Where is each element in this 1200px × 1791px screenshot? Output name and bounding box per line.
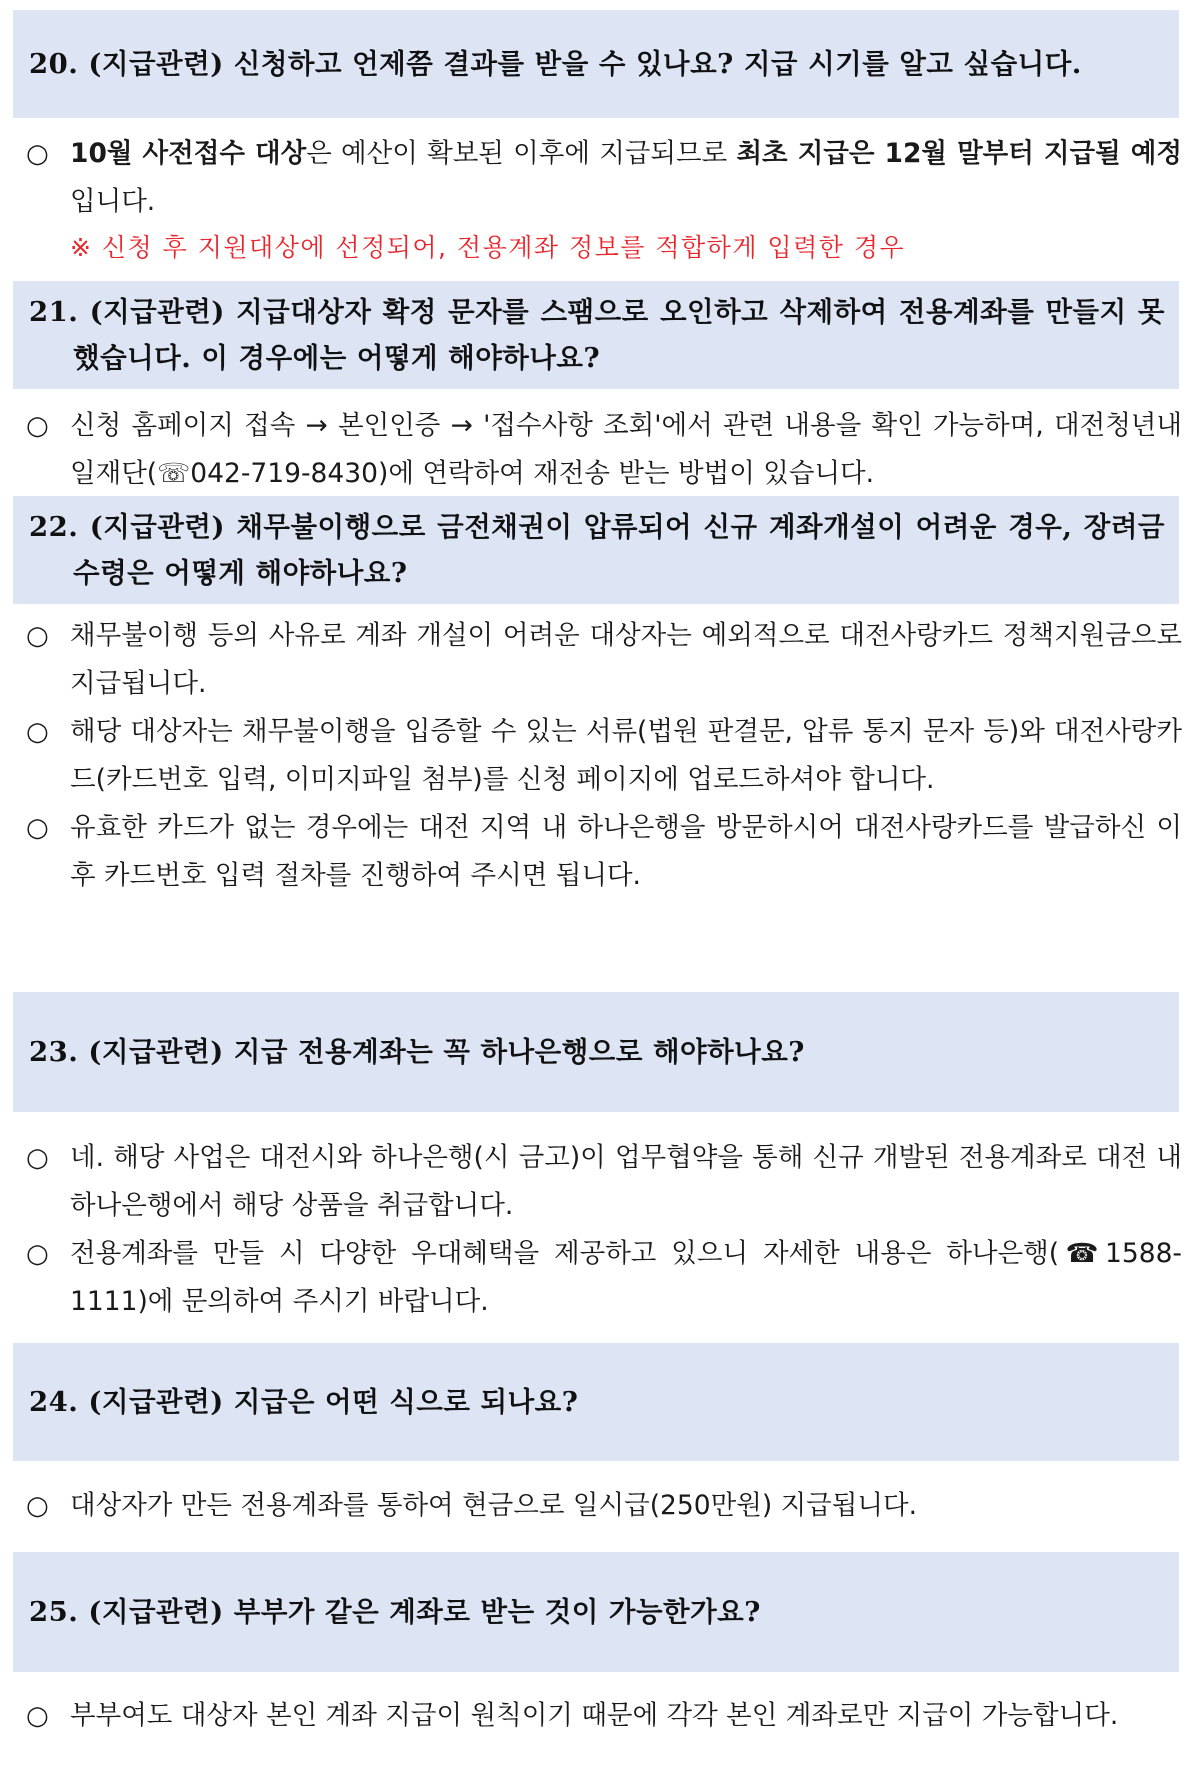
answer-20-text-2: 입니다.	[70, 186, 156, 217]
question-25-title: 25. (지급관련) 부부가 같은 계좌로 받는 것이 가능한가요?	[29, 1596, 761, 1628]
answer-20-note: ※ 신청 후 지원대상에 선정되어, 전용계좌 정보를 적합하게 입력한 경우	[70, 233, 906, 262]
answer-24-item-1	[22, 1482, 1182, 1530]
circle-bullet-icon: ○	[26, 717, 49, 747]
question-20-title: 20. (지급관련) 신청하고 언제쯤 결과를 받을 수 있나요? 지급 시기를 알고 싶습니다.	[29, 48, 1082, 80]
answer-25	[22, 1692, 1182, 1740]
circle-bullet-icon: ○	[26, 1491, 49, 1521]
circle-bullet-icon: ○	[26, 813, 49, 843]
answer-20-bold-1: 10월 사전접수 대상	[70, 138, 307, 169]
answer-22-item-2	[22, 708, 1182, 804]
circle-bullet-icon: ○	[26, 139, 49, 169]
answer-23-item-1	[22, 1134, 1182, 1230]
answer-25-item-1	[22, 1692, 1182, 1740]
answer-20	[22, 130, 1182, 270]
answer-23-text-1: 네. 해당 사업은 대전시와 하나은행(시 금고)이 업무협약을 통해 신규 개발된 전용계좌로 대전 내 하나은행에서 해당 상품을 취급합니다.	[70, 1142, 1182, 1221]
answer-22	[22, 612, 1182, 900]
answer-21-item-1	[22, 402, 1182, 498]
circle-bullet-icon: ○	[26, 1701, 49, 1731]
question-20-header	[13, 10, 1179, 118]
answer-21-text: 신청 홈페이지 접속 → 본인인증 → '접수사항 조회'에서 관련 내용을 확인 가능하며, 대전청년내일재단(☏042-719-8430)에 연락하여 재전송 받는 방법이 있습니다.	[70, 410, 1182, 489]
answer-22-item-1	[22, 612, 1182, 708]
question-24-header	[13, 1343, 1179, 1461]
question-23-title: 23. (지급관련) 지급 전용계좌는 꼭 하나은행으로 해야하나요?	[29, 1036, 805, 1068]
answer-22-text-2: 해당 대상자는 채무불이행을 입증할 수 있는 서류(법원 판결문, 압류 통지 문자 등)와 대전사랑카드(카드번호 입력, 이미지파일 첨부)를 신청 페이지에 업로드하셔야 합니다.	[70, 716, 1182, 795]
answer-23-text-2: 전용계좌를 만들 시 다양한 우대혜택을 제공하고 있으니 자세한 내용은 하나은행(☎1588-1111)에 문의하여 주시기 바랍니다.	[70, 1238, 1182, 1317]
answer-21	[22, 402, 1182, 498]
answer-22-text-3: 유효한 카드가 없는 경우에는 대전 지역 내 하나은행을 방문하시어 대전사랑카드를 발급하신 이후 카드번호 입력 절차를 진행하여 주시면 됩니다.	[70, 812, 1182, 891]
answer-20-bold-2: 최초 지급은 12월 말부터 지급될 예정	[736, 138, 1182, 169]
answer-24-text: 대상자가 만든 전용계좌를 통하여 현금으로 일시급(250만원) 지급됩니다.	[70, 1490, 917, 1521]
answer-20-text-1: 은 예산이 확보된 이후에 지급되므로	[306, 138, 737, 169]
question-21-title: 21. (지급관련) 지급대상자 확정 문자를 스팸으로 오인하고 삭제하여 전용계좌를 만들지 못했습니다. 이 경우에는 어떻게 해야하나요?	[29, 296, 1165, 374]
circle-bullet-icon: ○	[26, 1143, 49, 1173]
answer-23-item-2	[22, 1230, 1182, 1326]
question-23-header	[13, 992, 1179, 1112]
circle-bullet-icon: ○	[26, 1239, 49, 1269]
question-25-header	[13, 1552, 1179, 1672]
answer-24	[22, 1482, 1182, 1530]
circle-bullet-icon: ○	[26, 411, 49, 441]
answer-22-item-3	[22, 804, 1182, 900]
answer-25-text: 부부여도 대상자 본인 계좌 지급이 원칙이기 때문에 각각 본인 계좌로만 지급이 가능합니다.	[70, 1700, 1119, 1731]
answer-23	[22, 1134, 1182, 1326]
circle-bullet-icon: ○	[26, 621, 49, 651]
question-22-title: 22. (지급관련) 채무불이행으로 금전채권이 압류되어 신규 계좌개설이 어려운 경우, 장려금 수령은 어떻게 해야하나요?	[29, 511, 1165, 589]
question-24-title: 24. (지급관련) 지급은 어떤 식으로 되나요?	[29, 1386, 579, 1418]
answer-22-text-1: 채무불이행 등의 사유로 계좌 개설이 어려운 대상자는 예외적으로 대전사랑카드 정책지원금으로 지급됩니다.	[70, 620, 1182, 699]
question-21-header	[13, 281, 1179, 389]
question-22-header	[13, 496, 1179, 604]
answer-20-item-1	[22, 130, 1182, 226]
